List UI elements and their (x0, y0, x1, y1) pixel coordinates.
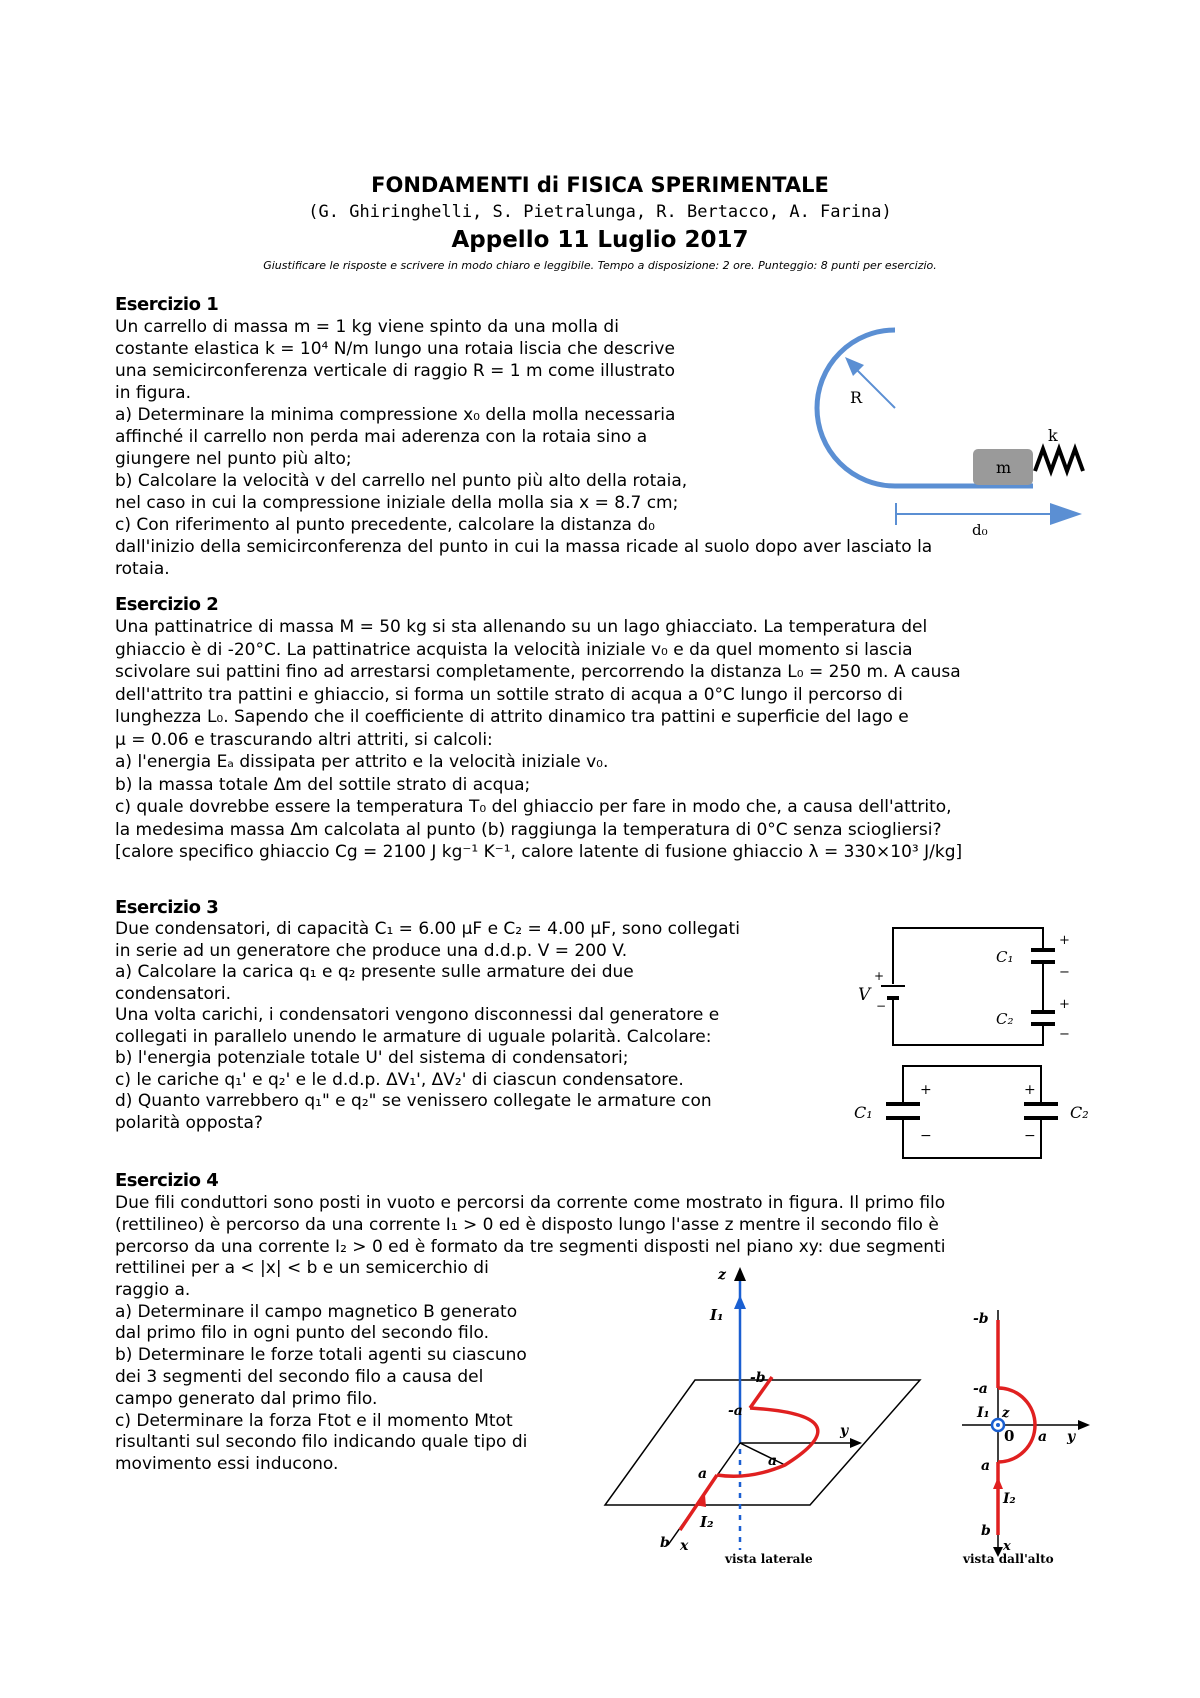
ex2-line: Una pattinatrice di massa M = 50 kg si sta allenando su un lago ghiacciato. La temperatura del (115, 617, 928, 637)
ex1-line: nel caso in cui la compressione iniziale della molla sia x = 8.7 cm; (115, 493, 679, 513)
svg-text:+: + (874, 969, 885, 983)
ex4-line: rettilinei per a < |x| < b e un semicerchio di (115, 1258, 489, 1278)
ex2-line: c) quale dovrebbe essere la temperatura T₀ del ghiaccio per fare in modo che, a causa dell'attrito, (115, 797, 952, 817)
spring-label: k (1048, 426, 1058, 445)
instructions: Giustificare le risposte e scrivere in modo chiaro e leggibile. Tempo a disposizione: 2 ore. Punteggio: 8 punti per esercizio. (263, 259, 937, 272)
i2-label: I₂ (700, 1513, 714, 1531)
ex3-line: in serie ad un generatore che produce una d.d.p. V = 200 V. (115, 940, 628, 961)
svg-text:+: + (1024, 1082, 1036, 1098)
ex3-line: d) Quanto varrebbero q₁" e q₂" se venissero collegate le armature con (115, 1091, 712, 1111)
svg-text:b: b (981, 1523, 991, 1539)
ex4-line: a) Determinare il campo magnetico B generato (115, 1301, 518, 1322)
mass-label: m (996, 458, 1012, 477)
ex3-line: Due condensatori, di capacità C₁ = 6.00 µF e C₂ = 4.00 µF, sono collegati (115, 919, 740, 939)
ex3-line: condensatori. (115, 983, 232, 1004)
ex2-line: b) la massa totale Δm del sottile strato di acqua; (115, 774, 531, 795)
voltage-label: V (858, 985, 871, 1005)
exercise-3 (115, 897, 875, 1134)
svg-text:a: a (981, 1458, 991, 1474)
capacitor-circuits-figure (848, 918, 1108, 1168)
ex3-line: collegati in parallelo unendo le armature di uguale polarità. Calcolare: (115, 1026, 712, 1047)
svg-text:−: − (1059, 1027, 1070, 1042)
svg-text:a: a (698, 1466, 708, 1482)
ex2-line: [calore specifico ghiaccio Cg = 2100 J kg⁻¹ K⁻¹, calore latente di fusione ghiaccio λ = 330×10³ J/kg] (115, 842, 963, 862)
parallel-circuit (854, 1066, 1089, 1158)
svg-text:+: + (1059, 997, 1070, 1012)
ex4-line: campo generato dal primo filo. (115, 1388, 378, 1409)
svg-text:a: a (768, 1453, 778, 1469)
ex3-line: c) le cariche q₁' e q₂' e le d.d.p. ΔV₁', ΔV₂' di ciascun condensatore. (115, 1069, 684, 1090)
y-axis-arrow-icon (850, 1438, 862, 1448)
svg-text:+: + (1059, 933, 1070, 948)
side-view (605, 1267, 920, 1565)
ex4-line: raggio a. (115, 1279, 191, 1300)
ex1-line: in figura. (115, 383, 191, 403)
top-view (962, 1310, 1090, 1565)
ex1-line: costante elastica k = 10⁴ N/m lungo una rotaia liscia che descrive (115, 339, 675, 359)
exercise-4-title: Esercizio 4 (115, 1170, 219, 1191)
authors: (G. Ghiringhelli, S. Pietralunga, R. Bertacco, A. Farina) (308, 202, 892, 222)
exercise-2 (115, 594, 1095, 864)
ex4-line: (rettilineo) è percorso da una corrente I₁ > 0 ed è disposto lungo l'asse z mentre il secondo filo è (115, 1215, 939, 1235)
radius-label: R (850, 388, 863, 407)
svg-text:I₁: I₁ (977, 1405, 990, 1421)
ex1-line: rotaia. (115, 559, 170, 579)
ex3-line: Una volta carichi, i condensatori vengono disconnessi dal generatore e (115, 1005, 720, 1025)
ex2-line: µ = 0.06 e trascurando altri attriti, si calcoli: (115, 729, 493, 750)
svg-text:y: y (1067, 1429, 1076, 1445)
ex1-line: affinché il carrello non perda mai aderenza con la rotaia sino a (115, 427, 648, 447)
svg-text:+: + (920, 1082, 932, 1098)
svg-text:−: − (920, 1128, 932, 1144)
ex1-line: c) Con riferimento al punto precedente, calcolare la distanza d₀ (115, 515, 655, 535)
z-axis-arrow-icon (734, 1267, 746, 1281)
ex1-line: giungere nel punto più alto; (115, 449, 352, 469)
current-i1-arrow-icon (734, 1295, 746, 1309)
wires-figure (600, 1265, 1100, 1565)
ex1-line: una semicirconferenza verticale di raggio R = 1 m come illustrato (115, 361, 676, 381)
ex4-line: dei 3 segmenti del secondo filo a causa del (115, 1366, 484, 1387)
course-title: FONDAMENTI di FISICA SPERIMENTALE (371, 173, 829, 197)
c2-label: C₂ (996, 1010, 1014, 1028)
ex2-line: a) l'energia Eₐ dissipata per attrito e la velocità iniziale v₀. (115, 752, 609, 772)
c2-parallel-label: C₂ (1070, 1103, 1089, 1122)
svg-text:−: − (876, 999, 887, 1013)
exercise-1-title: Esercizio 1 (115, 294, 219, 315)
svg-text:b: b (660, 1535, 670, 1551)
c1-label: C₁ (996, 948, 1014, 966)
ex2-line: la medesima massa Δm calcolata al punto (b) raggiunga la temperatura di 0°C senza sciogliersi? (115, 819, 942, 840)
distance-label: d₀ (972, 521, 988, 539)
ex3-line: a) Calcolare la carica q₁ e q₂ presente sulle armature dei due (115, 962, 634, 982)
svg-text:x: x (680, 1538, 689, 1554)
ex3-line: polarità opposta? (115, 1112, 263, 1133)
ex2-line: dell'attrito tra pattini e ghiaccio, si forma un sottile strato di acqua a 0°C lungo il percorso di (115, 684, 903, 705)
svg-text:I₂: I₂ (1003, 1491, 1016, 1507)
ex2-line: lunghezza L₀. Sapendo che il coefficiente di attrito dinamico tra pattini e superficie del lago e (115, 707, 909, 727)
svg-text:0: 0 (1004, 1427, 1015, 1445)
arrow-right-icon (1050, 503, 1082, 525)
exercise-3-title: Esercizio 3 (115, 897, 219, 918)
ex2-line: ghiaccio è di -20°C. La pattinatrice acquista la velocità iniziale v₀ e da quel momento si lascia (115, 639, 913, 660)
side-view-caption: vista laterale (725, 1552, 813, 1565)
svg-text:−: − (1024, 1128, 1036, 1144)
svg-text:x: x (1003, 1539, 1011, 1554)
svg-text:-a: -a (973, 1381, 988, 1397)
svg-text:z: z (718, 1267, 726, 1283)
ex4-line: percorso da una corrente I₂ > 0 ed è formato da tre segmenti disposti nel piano xy: due segmenti (115, 1237, 946, 1257)
ex4-line: risultanti sul secondo filo indicando quale tipo di (115, 1432, 528, 1453)
i1-label: I₁ (710, 1306, 724, 1324)
ex4-line: c) Determinare la forza Ftot e il momento Mtot (115, 1410, 513, 1431)
cart-loop-figure (800, 325, 1090, 540)
svg-text:z: z (1002, 1406, 1010, 1421)
svg-text:-a: -a (728, 1403, 743, 1419)
ex4-line: b) Determinare le forze totali agenti su ciascuno (115, 1345, 527, 1366)
top-y-axis-arrow-icon (1078, 1420, 1090, 1430)
ex1-line: Un carrello di massa m = 1 kg viene spinto da una molla di (115, 317, 619, 337)
ex4-line: movimento essi inducono. (115, 1454, 339, 1475)
top-current-arrow-icon (993, 1477, 1003, 1489)
ex1-line: a) Determinare la minima compressione x₀ della molla necessaria (115, 405, 676, 425)
ex2-line: scivolare sui pattini fino ad arrestarsi completamente, percorrendo la distanza L₀ = 250 m. A causa (115, 662, 961, 682)
c1-parallel-label: C₁ (854, 1103, 873, 1122)
ex4-line: dal primo filo in ogni punto del secondo filo. (115, 1323, 489, 1344)
ex4-line: Due fili conduttori sono posti in vuoto e percorsi da corrente come mostrato in figura. Il primo filo (115, 1193, 946, 1213)
top-view-caption: vista dall'alto (963, 1552, 1054, 1565)
ex1-line: b) Calcolare la velocità v del carrello nel punto più alto della rotaia, (115, 471, 688, 491)
series-circuit (858, 928, 1070, 1045)
ex1-line: dall'inizio della semicirconferenza del punto in cui la massa ricade al suolo dopo aver lasciato la (115, 537, 933, 557)
exercise-2-title: Esercizio 2 (115, 594, 219, 615)
exam-title: Appello 11 Luglio 2017 (451, 227, 749, 253)
ex3-line: b) l'energia potenziale totale U' del sistema di condensatori; (115, 1048, 629, 1068)
svg-text:a: a (1038, 1429, 1048, 1445)
svg-text:-b: -b (973, 1311, 989, 1327)
svg-text:−: − (1059, 965, 1070, 980)
svg-text:-b: -b (750, 1370, 766, 1386)
svg-text:y: y (840, 1423, 849, 1439)
